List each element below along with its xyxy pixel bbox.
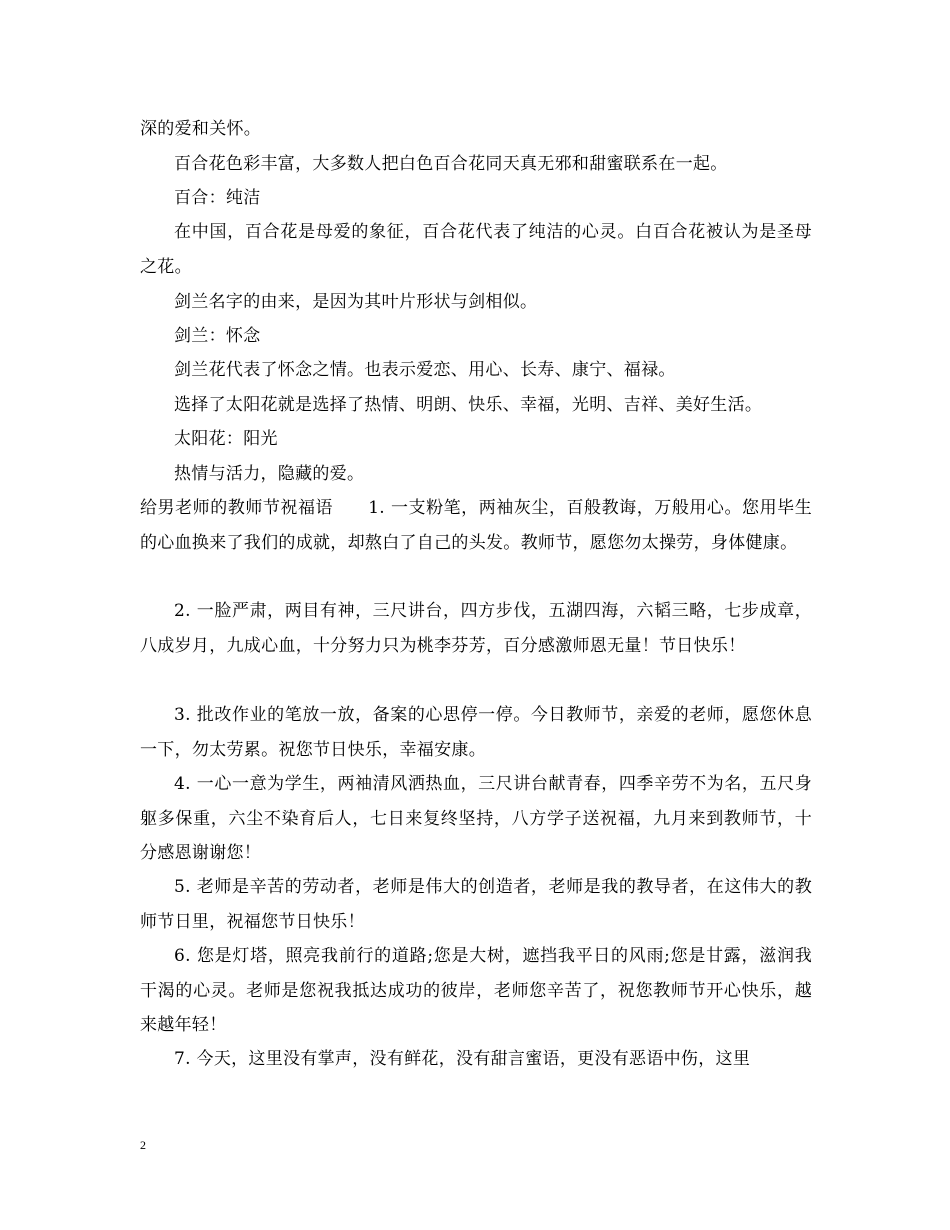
paragraph: 太阳花：阳光 [174, 429, 278, 449]
paragraph: 2. 一脸严肃，两目有神，三尺讲台，四方步伐，五湖四海，六韬三略，七步成章，八成岁月，九成心血，十分努力只为桃李芬芳，百分感激师恩无量！节日快乐！ [140, 601, 812, 656]
paragraph: 7. 今天，这里没有掌声，没有鲜花，没有甜言蜜语，更没有恶语中伤，这里 [174, 1049, 751, 1069]
paragraph: 在中国，百合花是母爱的象征，百合花代表了纯洁的心灵。白百合花被认为是圣母之花。 [140, 222, 812, 277]
paragraph: 4. 一心一意为学生，两袖清风洒热血，三尺讲台献青春，四季辛劳不为名，五尺身躯多保重，六尘不染育后人，七日来复终坚持，八方学子送祝福，九月来到教师节，十分感恩谢谢您！ [140, 774, 812, 863]
paragraph: 深的爱和关怀。 [140, 119, 262, 139]
paragraph: 百合花色彩丰富，大多数人把白色百合花同天真无邪和甜蜜联系在一起。 [174, 154, 728, 174]
paragraph: 5. 老师是辛苦的劳动者，老师是伟大的创造者，老师是我的教导者，在这伟大的教师节日里，祝福您节日快乐！ [140, 877, 812, 932]
paragraph: 热情与活力，隐藏的爱。 [174, 464, 365, 484]
paragraph: 百合：纯洁 [174, 188, 261, 208]
paragraph: 6. 您是灯塔，照亮我前行的道路;您是大树，遮挡我平日的风雨;您是甘露，滋润我干渴的心灵。老师是您祝我抵达成功的彼岸，老师您辛苦了，祝您教师节开心快乐，越来越年轻！ [140, 946, 812, 1035]
paragraph: 剑兰名字的由来，是因为其叶片形状与剑相似。 [174, 292, 538, 312]
paragraph: 选择了太阳花就是选择了热情、明朗、快乐、幸福，光明、吉祥、美好生活。 [174, 395, 763, 415]
page-number: 2 [140, 1138, 146, 1152]
paragraph: 3. 批改作业的笔放一放，备案的心思停一停。今日教师节，亲爱的老师，愿您休息一下，勿太劳累。祝您节日快乐，幸福安康。 [140, 705, 812, 760]
paragraph: 剑兰花代表了怀念之情。也表示爱恋、用心、长寿、康宁、福禄。 [174, 360, 676, 380]
section-heading-paragraph: 给男老师的教师节祝福语 1. 一支粉笔，两袖灰尘，百般教诲，万般用心。您用毕生的心血换来了我们的成就，却熬白了自己的头发。教师节，愿您勿太操劳，身体健康。 [140, 498, 812, 553]
paragraph: 剑兰：怀念 [174, 326, 261, 346]
